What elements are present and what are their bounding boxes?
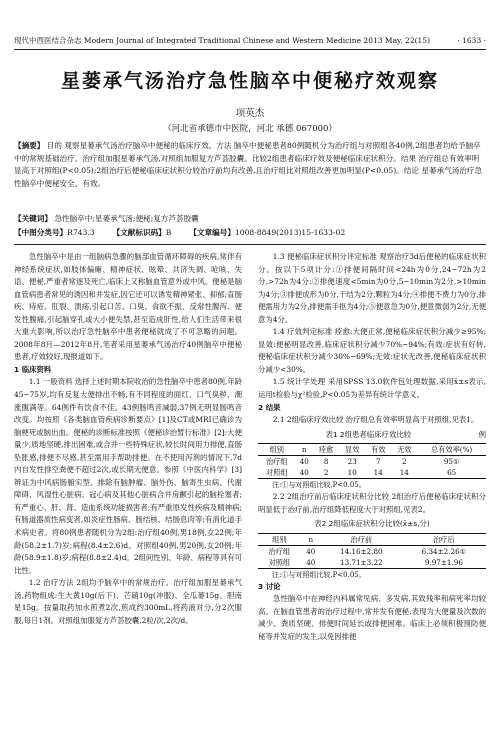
running-header xyxy=(14,36,486,50)
table-cell: 对照组 xyxy=(268,557,291,567)
table-cell: 14.16±2.80 xyxy=(340,546,383,556)
table-row xyxy=(258,467,486,479)
abstract-divider xyxy=(14,244,486,245)
table-2-col-header: 治疗前 xyxy=(350,534,373,544)
section-1-3: 1.3 便秘临床症状积分评定标准 观察治疗3d后便秘的临床症状积分。按以下5项计分:①排便间隔时间<24h为0分,24~72h为2分,>72h为4分;②排便速度<5min为0分,5~10min为2分,>10min为4分;③排便成形为0分,干结为2分,颗粒为4分;④排便不费力为0分,排便需用力为2分,排便需手抠为4分;⑤便意急为0分,便意微弱为2分,无便意为4分。 xyxy=(258,252,486,324)
table-1-note: 注:①与对照组比较,P<0.05。 xyxy=(272,481,366,490)
table-2-note: 注:①与对照组比较,P<0.05。 xyxy=(272,570,366,579)
keywords-label: 【关键词】 xyxy=(14,214,52,223)
table-cell: 14 xyxy=(399,468,409,478)
table-2-col-header: n xyxy=(308,534,314,544)
section-heading-2: 2 结果 xyxy=(258,402,281,412)
table-cell: 14 xyxy=(373,468,383,478)
clc-value: R743.3 xyxy=(67,228,95,237)
article-no-value: 1008-8849(2013)15-1633-02 xyxy=(234,228,346,237)
table-cell: 10 xyxy=(347,468,357,478)
article-author: 项英杰 xyxy=(235,108,265,119)
table-cell: 23 xyxy=(347,457,357,467)
abstract-text: 目的 观察星蒌承气汤治疗脑卒中便秘的临床疗效。方法 脑卒中便秘患者80例随机分为治疗组与对照组各40例,2组患者均给予脑卒中的常规基础治疗。治疗组加服星蒌承气汤,对照组加服复方芦荟胶囊。比较2组患者临床疗效及便秘临床症状积分。结果 治疗组总有效率明显高于对照组(P<0.05);2组治疗后便秘临床症状积分较治疗前均有改善,且治疗组比对照组改善更加明显(P<0.05)。结论 星蒌承气汤治疗急性脑卒中便秘安全、有效。 xyxy=(14,141,483,188)
table-1-col-header: n xyxy=(301,445,307,455)
right-column xyxy=(258,251,486,644)
keywords-row xyxy=(14,213,486,225)
page-number: · 1633 · xyxy=(457,36,486,45)
table-1-unit: 例 xyxy=(478,429,486,439)
table-cell: 治疗组 xyxy=(265,457,288,467)
article-no-label: 【文章编号】 xyxy=(189,228,235,237)
section-1-1: 1.1 一般资料 选择上述时期本院收治的急性脑卒中患者80例,年龄45~75岁,均有反复大便排出不畅,有不同程度的面红、口气臭秽、潮涨腹满等。64例件有饮食不佳。43例肠鸣音减弱,37例无明显肠鸣音改变。均按照《各类脑血管疾病诊断要点》[1]及CT或MRI已确诊为脑梗死或脑出血。便秘的诊断标准按照《便秘诊治暂行标准》[2]:大便量少,质地坚硬,排出困难,或合并一些特殊症状,较长时间用力排便,直肠坠胀感,排便不尽感,甚至需用手帮助排便。在不使用泻剂的情况下,7d内自发性排空粪便不超过2次,或长期无便意。参照《中医内科学》[3]辨证为中风病肠腑实型。排除有脑肿瘤、脑外伤、脑寄生虫病、代谢障碍、风湿性心脏病、冠心病及其他心脏病合并房颤引起的脑栓塞者;有严重心、肝、肾、造血系统功能损害者;有严重原发性疾病及精神病;有肠道器质性病变者,如炎症性肠病、肠结核、结肠息肉等;有消化道手术病史者。将80例患者随机分为2组:治疗组40例,男18例,女22例;年龄(58.2±1.7)岁;病程(8.4±2.6)d。对照组40例,男20例,女20例;年龄(58.9±1.8)岁;病程(8.8±2.4)d。2组间性别、年龄、病程等具有可比性。 xyxy=(14,377,242,575)
table-cell: 40 xyxy=(306,557,316,567)
clc-label: 【中图分类号】 xyxy=(14,228,68,237)
table-cell: 40 xyxy=(299,468,309,478)
table-1-col-header: 痊愈 xyxy=(318,445,334,455)
table-1-col-header: 无效 xyxy=(397,445,412,455)
table-2-col-header: 组别 xyxy=(272,534,287,544)
abstract-label: 【摘要】 xyxy=(14,141,45,150)
section-2-2: 2.2 2组治疗前后临床症状积分比较 2组治疗后便秘临床症状积分明显低于治疗前,治疗组降低程度大于对照组,见表2。 xyxy=(258,492,486,514)
table-cell: 40 xyxy=(299,457,309,467)
table-cell: 65 xyxy=(447,468,457,478)
table-row xyxy=(258,545,486,557)
left-column xyxy=(14,251,242,627)
table-1-col-header: 组别 xyxy=(269,445,284,455)
table-cell: 6.34±2.26① xyxy=(421,546,467,556)
keywords-text: 急性脑卒中;星蒌承气汤;便秘;复方芦荟胶囊 xyxy=(54,214,199,223)
table-2 xyxy=(258,533,486,569)
doc-label: 【文献标识码】 xyxy=(112,228,166,237)
table-cell: 95① xyxy=(443,457,460,467)
section-1-4: 1.4 疗效判定标准 痊愈:大便正常,便秘临床症状积分减少≥95%;显效:便秘明显改善,临床症状积分减少70%~94%;有效:症状有好转,便秘临床症状积分减少30%~69%;无效:症状无改善,便秘临床症状积分减少<30%。 xyxy=(258,327,486,374)
table-cell: 40 xyxy=(306,546,316,556)
table-row xyxy=(258,557,486,569)
table-1-header-row xyxy=(258,444,486,456)
section-1-2: 1.2 治疗方法 2组均予脑卒中的常规治疗。治疗组加服星蒌承气汤,药物组成:生大黄10g(后下)、芒硝10g(冲服)、全瓜蒌15g、胆南星15g。按量取药加水煎煮2次,煎成约300mL,将药液对分,分2次服服,每日1剂。对照组加服复方芦荟胶囊,2粒/次,2次/d。 xyxy=(14,578,242,625)
table-cell: 8 xyxy=(323,457,329,467)
table-cell: 治疗组 xyxy=(268,546,291,556)
table-2-header-row xyxy=(258,533,486,545)
table-cell: 2 xyxy=(323,468,329,478)
table-1-col-header: 有效 xyxy=(371,445,386,455)
journal-name: 现代中西医结合杂志 Modern Journal of Integrated Traditional Chinese and Western Medicine 2013 May, 22(15) xyxy=(14,36,430,45)
doc-value: B xyxy=(165,228,172,237)
section-heading-1: 1 临床资料 xyxy=(14,364,52,374)
table-cell: 对照组 xyxy=(265,468,288,478)
table-1-title xyxy=(258,429,486,442)
table-2-col-header: 治疗后 xyxy=(433,534,455,544)
table-row xyxy=(258,456,486,468)
table-2-title: 表2 2组临床症状积分比较(x̄±s,分) xyxy=(314,519,430,529)
table-cell: 9.97±1.96 xyxy=(424,557,463,567)
section-1-5: 1.5 统计学处理 采用SPSS 13.0软件包处理数据,采用x̄±s表示,运用t检验与χ²检验,P<0.05为差异有统计学意义。 xyxy=(258,377,486,400)
intro-paragraph: 急性脑卒中是由一组脑病急骤的脑部血管循环障碍的疾病,常伴有神经系统症状,如肢体偏瘫、精神症状、眩晕、共济失调、呛咳、失语、便秘,严重者常逐及死亡,临床上又称脑血管意外或中风。便秘是脑血管病患者常见的诱因和并发症,因它还可以诱发精神紧张、抑郁;直肠疾、痔疮、肛裂、溃疡,引起口苦、口臭、食欲不振、反常性腹泻、便发性腹痛,引起脑穿孔或大小便失禁,甚至造成肝性,给人们生活带来很大重大影响,所以治疗急性脑卒中患者便秘就成了不可忽略的问题。2008年8月—2012年8月,笔者采用星蒌承气汤治疗40例脑卒中便秘患者,疗效较好,现报道如下。 xyxy=(14,252,242,362)
table-1-col-header: 总有效率(%) xyxy=(431,445,473,455)
table-cell: 2 xyxy=(401,457,407,467)
discussion-paragraph: 急性脑卒中在神经内科属常见病、多发病,其致残率和病死率均较高。在脑血管患者的治疗过程中,常并发有便秘,表现为大便量及次数的减少、粪质坚硬、排便时间延长或排便困难。临床上必须积极预防便秘等并发症的发生,以免因排便 xyxy=(258,594,486,642)
section-heading-3: 3 讨论 xyxy=(258,581,281,591)
table-cell: 7 xyxy=(375,457,381,467)
author-affiliation: （河北省承德市中医院，河北 承德 067000） xyxy=(163,124,337,134)
classification-row xyxy=(14,227,486,239)
table-1-caption: 表1 2组患者临床疗效比较 xyxy=(325,429,412,439)
table-cell: 13.71±3.22 xyxy=(340,557,383,567)
abstract xyxy=(14,140,486,190)
table-1 xyxy=(258,443,486,479)
table-1-col-header: 显效 xyxy=(345,445,360,455)
section-2-1: 2.1 2组临床疗效比较 治疗组总有效率明显高于对照组,见表1。 xyxy=(272,415,479,425)
article-title: 星蒌承气汤治疗急性脑卒中便秘疗效观察 xyxy=(60,70,439,92)
